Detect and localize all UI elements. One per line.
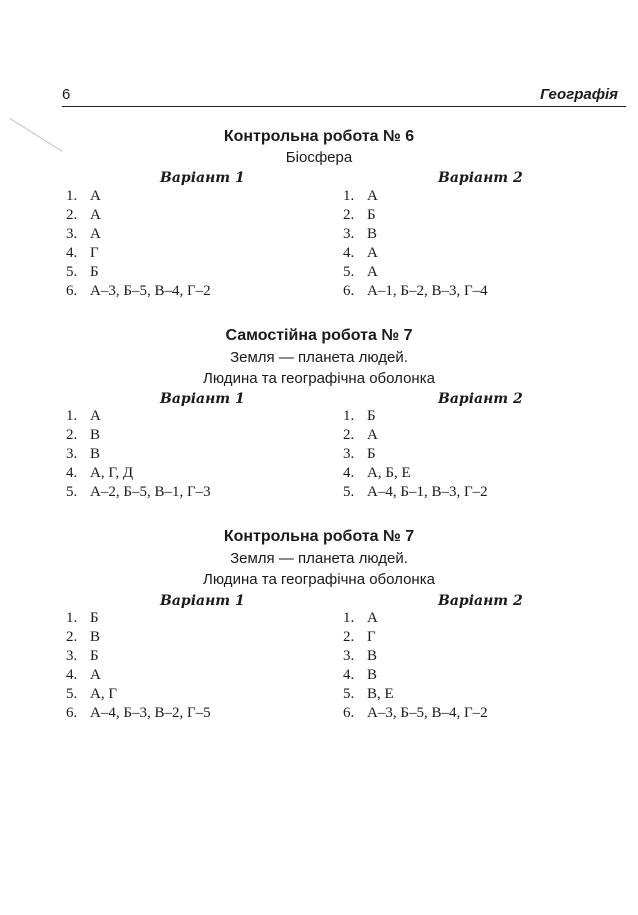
section-subtitle: Людина та географічна оболонка bbox=[203, 571, 435, 588]
answer-item: 2. В bbox=[66, 427, 101, 443]
section-title: Контрольна робота № 7 bbox=[223, 528, 415, 545]
answer-item: 4. В bbox=[343, 667, 378, 683]
variant-1-heading: Варіант 1 bbox=[160, 170, 245, 186]
variant-2-heading: Варіант 2 bbox=[438, 593, 523, 609]
section-subtitle: Біосфера bbox=[285, 149, 353, 166]
subject-title: Географія bbox=[540, 86, 618, 103]
section-title: Самостійна робота № 7 bbox=[225, 327, 413, 344]
variant-2-answers bbox=[343, 187, 488, 301]
answer-item: 1. А bbox=[66, 408, 101, 424]
answer-item: 3. Б bbox=[66, 648, 99, 664]
answer-item: 5. В, Е bbox=[343, 686, 394, 702]
answer-item: 2. В bbox=[66, 629, 101, 645]
variant-2-answers bbox=[343, 407, 488, 502]
answer-item: 2. Г bbox=[343, 629, 376, 645]
variant-1-heading: Варіант 1 bbox=[160, 593, 245, 609]
variant-1-heading: Варіант 1 bbox=[160, 391, 245, 407]
answer-item: 5. Б bbox=[66, 264, 99, 280]
answer-item: 4. А bbox=[343, 245, 378, 261]
answer-item: 5. А–2, Б–5, В–1, Г–3 bbox=[66, 484, 211, 500]
answer-item: 4. А, Б, Е bbox=[343, 465, 411, 481]
variant-2-heading: Варіант 2 bbox=[438, 391, 523, 407]
answer-item: 1. Б bbox=[343, 408, 376, 424]
variant-1-answers bbox=[66, 187, 211, 301]
answer-item: 6. А–3, Б–5, В–4, Г–2 bbox=[343, 705, 488, 721]
answer-item: 5. А–4, Б–1, В–3, Г–2 bbox=[343, 484, 488, 500]
answer-item: 3. В bbox=[343, 648, 378, 664]
answer-item: 1. А bbox=[343, 188, 378, 204]
answer-item: 1. А bbox=[66, 188, 101, 204]
section-subtitle: Земля — планета людей. bbox=[230, 550, 408, 567]
answer-item: 6. А–3, Б–5, В–4, Г–2 bbox=[66, 283, 211, 299]
answer-item: 1. А bbox=[343, 610, 378, 626]
page-number: 6 bbox=[62, 86, 71, 103]
header-divider bbox=[62, 106, 626, 107]
answer-item: 5. А, Г bbox=[66, 686, 118, 702]
variant-2-heading: Варіант 2 bbox=[438, 170, 523, 186]
answer-item: 3. А bbox=[66, 226, 101, 242]
variant-1-answers bbox=[66, 407, 211, 502]
answer-item: 4. Г bbox=[66, 245, 99, 261]
section-subtitle: Земля — планета людей. bbox=[230, 349, 408, 366]
variant-2-answers bbox=[343, 609, 488, 723]
answer-item: 3. В bbox=[343, 226, 378, 242]
variant-1-answers bbox=[66, 609, 211, 723]
section-title: Контрольна робота № 6 bbox=[223, 128, 415, 145]
section-subtitle: Людина та географічна оболонка bbox=[203, 370, 435, 387]
answer-item: 2. Б bbox=[343, 207, 376, 223]
answer-item: 5. А bbox=[343, 264, 378, 280]
answer-item: 1. Б bbox=[66, 610, 99, 626]
answer-item: 3. Б bbox=[343, 446, 376, 462]
answer-item: 6. А–4, Б–3, В–2, Г–5 bbox=[66, 705, 211, 721]
answer-item: 2. А bbox=[66, 207, 101, 223]
answer-item: 6. А–1, Б–2, В–3, Г–4 bbox=[343, 283, 488, 299]
answer-item: 3. В bbox=[66, 446, 101, 462]
answer-item: 4. А, Г, Д bbox=[66, 465, 134, 481]
answer-item: 4. А bbox=[66, 667, 101, 683]
answer-item: 2. А bbox=[343, 427, 378, 443]
